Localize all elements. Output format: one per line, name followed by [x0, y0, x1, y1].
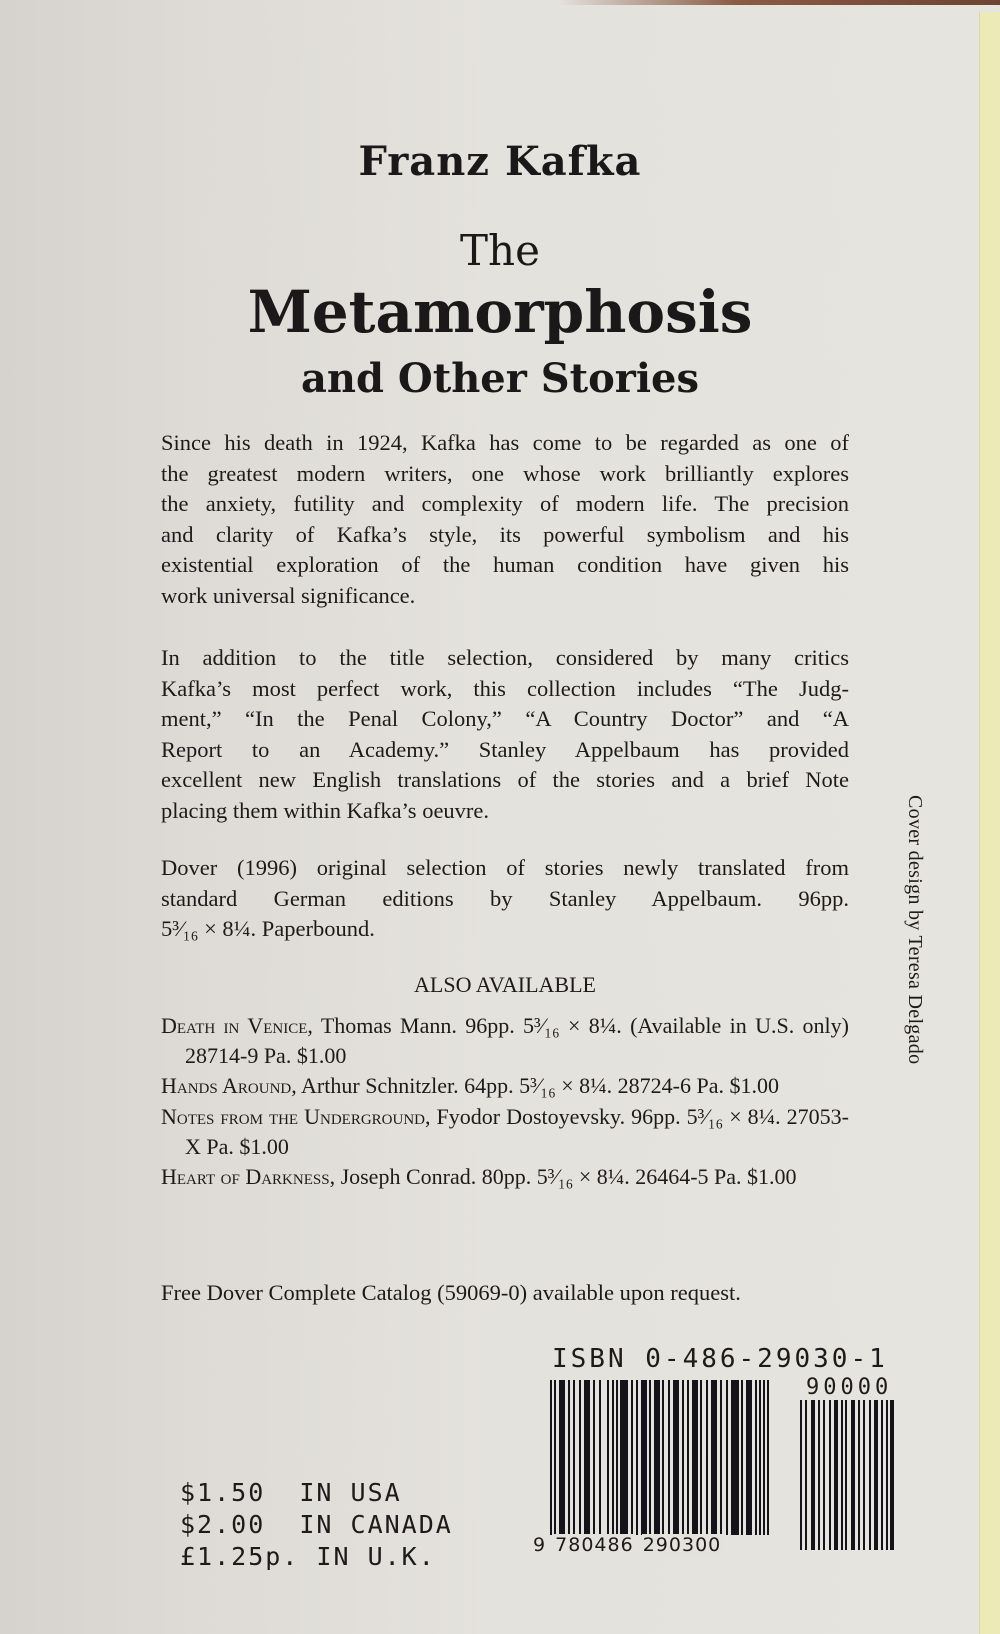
- barcode-digits-left: 780486: [555, 1534, 634, 1556]
- barcode-bar: [763, 1380, 765, 1535]
- text-line: Report to an Academy.” Stanley Appelbaum has provided: [161, 736, 849, 762]
- barcode-bar: [593, 1380, 595, 1535]
- barcode-bar: [741, 1380, 743, 1535]
- barcode-bar: [800, 1400, 802, 1550]
- price-amount: $2.00: [180, 1510, 266, 1539]
- item-details: , Joseph Conrad. 80pp. 5³⁄₁₆ × 8¼. 26464-5 Pa. $1.00: [329, 1164, 797, 1190]
- list-item: [161, 1011, 849, 1071]
- text-line: existential exploration of the human condition have given his: [161, 552, 849, 578]
- barcode-bar: [834, 1400, 838, 1550]
- barcode-bar: [886, 1400, 888, 1550]
- list-item: [161, 1162, 849, 1192]
- barcode-digits: [532, 1534, 722, 1556]
- barcode-bar: [568, 1380, 570, 1535]
- item-details: , Fyodor Dostoyevsky. 96pp. 5³⁄₁₆ × 8¼. 27053-X Pa. $1.00: [185, 1103, 849, 1159]
- price-amount: £1.25p.: [180, 1542, 300, 1571]
- isbn-number: ISBN 0-486-29030-1: [552, 1344, 888, 1374]
- text-line: placing them within Kafka’s oeuvre.: [161, 797, 490, 823]
- barcode-bar: [649, 1380, 651, 1535]
- barcode-bar: [612, 1380, 614, 1535]
- barcode-bar: [579, 1380, 581, 1535]
- description-paragraph-3: [161, 853, 849, 945]
- text-line: excellent new English translations of the stories and a brief Note: [161, 767, 849, 793]
- cover-credit: Cover design by Teresa Delgado: [904, 795, 926, 1065]
- barcode-bar: [731, 1380, 739, 1535]
- also-available-list: [161, 1011, 849, 1192]
- barcode-bar: [573, 1380, 575, 1535]
- also-available-heading: ALSO AVAILABLE: [414, 972, 596, 997]
- text-line: In addition to the title selection, considered by many critics: [161, 645, 849, 670]
- barcode-bar: [811, 1400, 815, 1550]
- barcode-bar: [607, 1380, 609, 1535]
- barcode-bar: [559, 1380, 565, 1535]
- item-title: Notes from the Underground: [161, 1103, 426, 1129]
- text-line: Kafka’s most perfect work, this collection includes “The Judg-: [161, 675, 849, 701]
- barcode-bar: [631, 1380, 633, 1535]
- barcode-bar: [726, 1380, 728, 1535]
- barcode-bar: [673, 1380, 679, 1535]
- barcode-bar: [554, 1380, 556, 1535]
- barcode-bar: [841, 1400, 843, 1550]
- text-line: work universal significance.: [161, 582, 416, 608]
- text-line: standard German editions by Stanley Appelbaum. 96pp.: [161, 885, 849, 911]
- barcode-bar: [654, 1380, 660, 1535]
- text-line: Since his death in 1924, Kafka has come to be regarded as one of: [161, 430, 849, 455]
- price-uk: [180, 1542, 436, 1571]
- barcode-bar: [550, 1380, 552, 1535]
- price-region: IN U.K.: [316, 1542, 436, 1571]
- item-details: , Arthur Schnitzler. 64pp. 5³⁄₁₆ × 8¼. 28724-6 Pa. $1.00: [291, 1073, 780, 1099]
- barcode-bar: [759, 1380, 761, 1535]
- barcode-bar: [641, 1380, 647, 1535]
- description-paragraph-2: [161, 643, 849, 827]
- barcode-bar: [636, 1380, 638, 1535]
- barcode-bar: [720, 1380, 722, 1535]
- list-item: [161, 1102, 849, 1162]
- barcode-bar: [890, 1400, 894, 1550]
- cover-top-edge: [560, 0, 1000, 5]
- text-line: the greatest modern writers, one whose work brilliantly explores: [161, 460, 849, 486]
- text-line: 5³⁄₁₆ × 8¼. Paperbound.: [161, 916, 375, 942]
- barcode-bar: [687, 1380, 689, 1535]
- title-the: The: [460, 226, 540, 275]
- barcode-bar: [584, 1380, 590, 1535]
- barcode-bar: [858, 1400, 860, 1550]
- barcode-bar: [869, 1400, 871, 1550]
- book-title: Metamorphosis: [247, 278, 753, 346]
- barcode-bar: [700, 1380, 702, 1535]
- description-paragraph-1: [161, 428, 849, 612]
- barcode-bar: [668, 1380, 670, 1535]
- price-region: IN USA: [299, 1478, 402, 1507]
- book-subtitle: and Other Stories: [300, 355, 700, 402]
- barcode-bar: [746, 1380, 752, 1535]
- catalog-note: Free Dover Complete Catalog (59069-0) available upon request.: [161, 1280, 741, 1305]
- barcode-addon: [800, 1400, 912, 1550]
- price-canada: [180, 1510, 453, 1539]
- barcode-bar: [881, 1400, 883, 1550]
- text-line: and clarity of Kafka’s style, its powerful symbolism and his: [161, 521, 849, 547]
- barcode-bar: [755, 1380, 757, 1535]
- barcode-bar: [823, 1400, 825, 1550]
- barcode-bar: [845, 1400, 847, 1550]
- barcode-bar: [874, 1400, 878, 1550]
- author-name: Franz Kafka: [358, 138, 642, 185]
- barcode-bar: [706, 1380, 708, 1535]
- barcode-bar: [620, 1380, 628, 1535]
- price-region: IN CANADA: [299, 1510, 453, 1539]
- barcode-bar: [616, 1380, 618, 1535]
- barcode-bar: [711, 1380, 717, 1535]
- barcode-bar: [692, 1380, 698, 1535]
- barcode-bar: [805, 1400, 807, 1550]
- item-title: Hands Around: [161, 1073, 292, 1099]
- barcode-digit-lead: 9: [533, 1534, 547, 1556]
- barcode-bar: [863, 1400, 865, 1550]
- barcode-bar: [662, 1380, 664, 1535]
- list-item: [161, 1071, 849, 1101]
- barcode-bar: [829, 1400, 831, 1550]
- text-line: ment,” “In the Penal Colony,” “A Country Doctor” and “A: [161, 706, 849, 732]
- barcode-bar: [599, 1380, 601, 1535]
- price-amount: $1.50: [180, 1478, 266, 1507]
- price-usa: [180, 1478, 402, 1507]
- barcode-main: [550, 1380, 792, 1535]
- barcode-bar: [851, 1400, 855, 1550]
- text-line: the anxiety, futility and complexity of modern life. The precision: [161, 491, 849, 517]
- barcode-bar: [682, 1380, 684, 1535]
- item-details: , Thomas Mann. 96pp. 5³⁄₁₆ × 8¼. (Available in U.S. only) 28714-9 Pa. $1.00: [185, 1013, 849, 1069]
- barcode-bar: [767, 1380, 769, 1535]
- item-title: Heart of Darkness: [161, 1164, 330, 1190]
- barcode-digits-right: 290300: [642, 1534, 722, 1556]
- item-title: Death in Venice: [161, 1013, 308, 1038]
- text-line: Dover (1996) original selection of stories newly translated from: [161, 855, 849, 880]
- barcode-bar: [818, 1400, 820, 1550]
- barcode-addon-number: 90000: [806, 1375, 893, 1400]
